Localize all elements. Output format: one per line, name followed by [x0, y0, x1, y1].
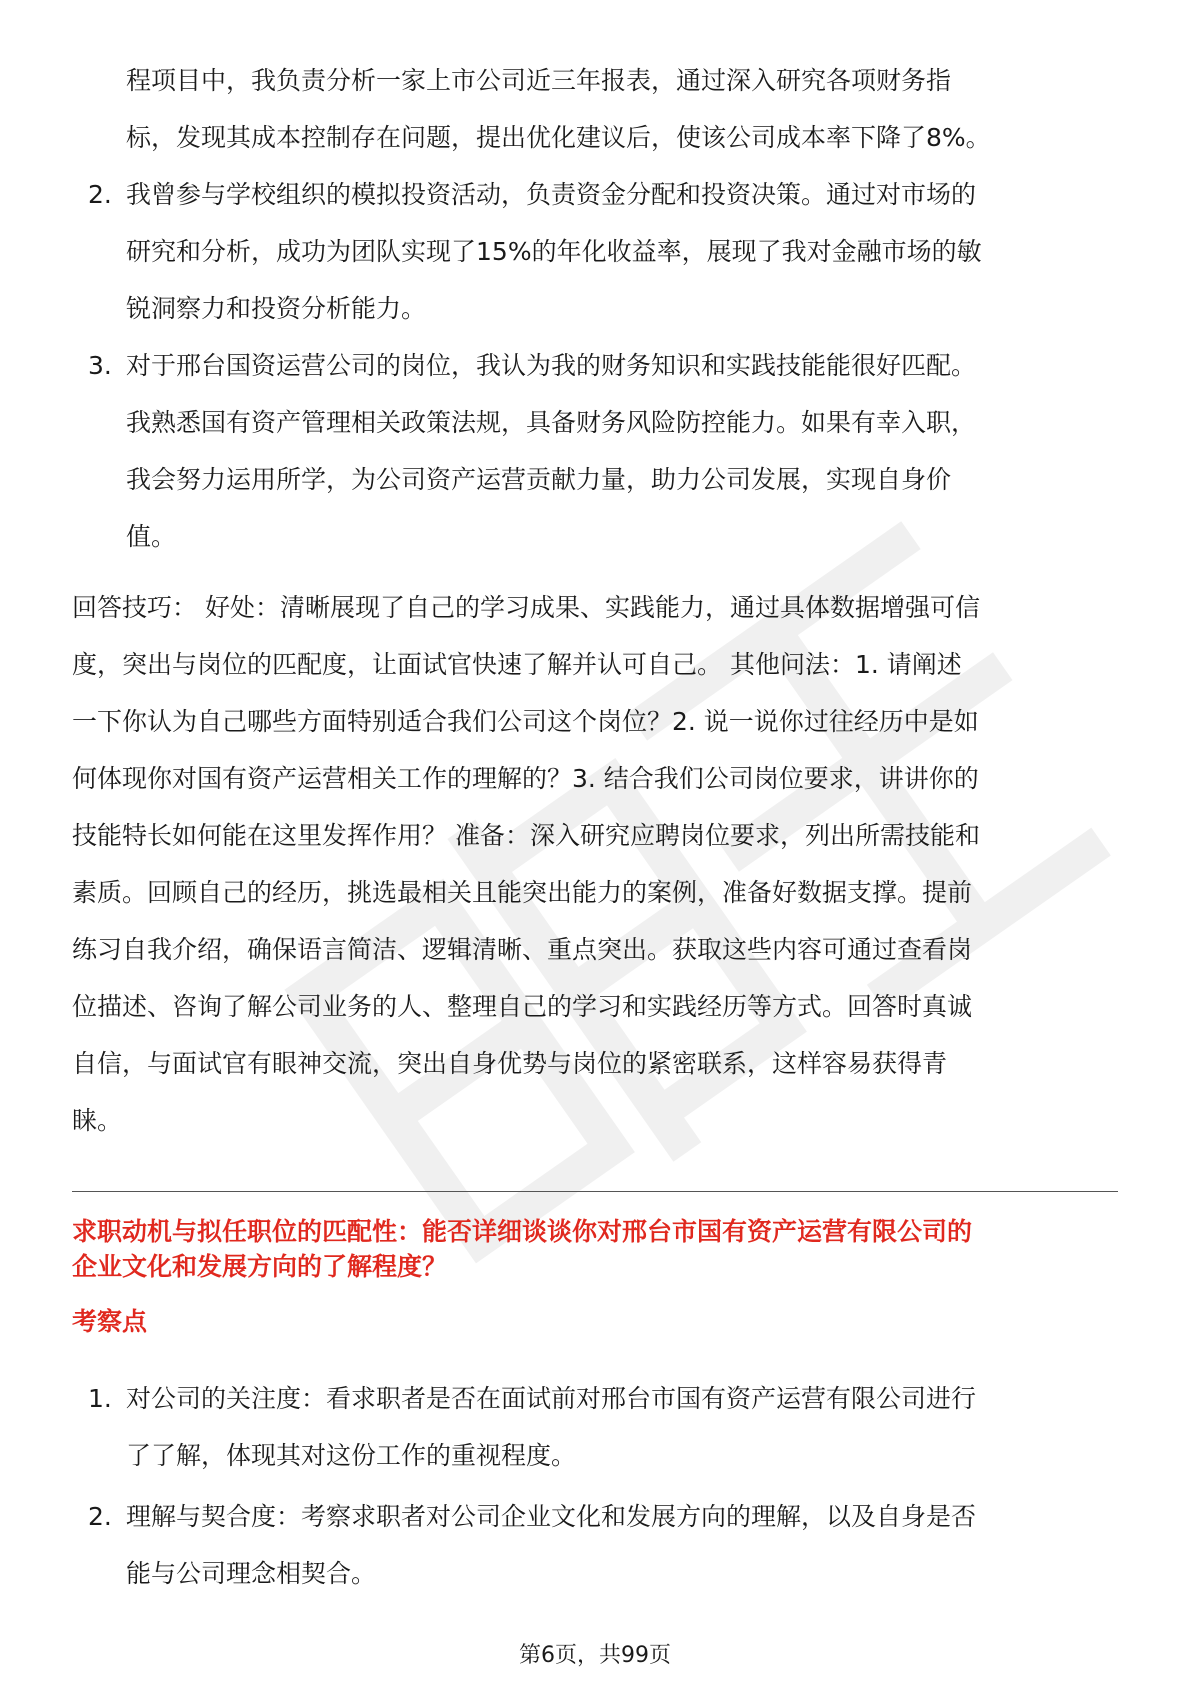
- text-line: 回答技巧： 好处：清晰展现了自己的学习成果、实践能力，通过具体数据增强可信: [72, 593, 980, 622]
- text-line: 理解与契合度：考察求职者对公司企业文化和发展方向的理解，以及自身是否: [126, 1502, 977, 1531]
- question-heading: [72, 1214, 1118, 1284]
- text-line: 技能特长如何能在这里发挥作用？ 准备：深入研究应聘岗位要求，列出所需技能和: [72, 821, 980, 850]
- list-item: [72, 166, 1118, 337]
- top-numbered-list: [72, 52, 1118, 565]
- section-divider: [72, 1191, 1118, 1192]
- text-line: 练习自我介绍，确保语言简洁、逻辑清晰、重点突出。获取这些内容可通过查看岗: [72, 935, 973, 964]
- text-line: 能与公司理念相契合。: [126, 1559, 377, 1588]
- text-line: 求职动机与拟任职位的匹配性：能否详细谈谈你对邢台市国有资产运营有限公司的: [72, 1217, 973, 1246]
- list-number: 3.: [88, 351, 112, 380]
- answer-tips-paragraph: [72, 579, 1118, 1149]
- text-line: 自信，与面试官有眼神交流，突出自身优势与岗位的紧密联系，这样容易获得青: [72, 1049, 948, 1078]
- text-line: 程项目中，我负责分析一家上市公司近三年报表，通过深入研究各项财务指: [126, 66, 952, 95]
- text-line: 一下你认为自己哪些方面特别适合我们公司这个岗位？2. 说一说你过往经历中是如: [72, 707, 979, 736]
- list-number: 2.: [88, 1502, 112, 1531]
- list-item: [72, 1370, 1118, 1484]
- text-line: 我会努力运用所学，为公司资产运营贡献力量，助力公司发展，实现自身价: [126, 465, 952, 494]
- text-line: 研究和分析，成功为团队实现了15%的年化收益率，展现了我对金融市场的敏: [126, 237, 982, 266]
- list-number: 2.: [88, 180, 112, 209]
- text-line: 了了解，体现其对这份工作的重视程度。: [126, 1441, 577, 1470]
- focus-heading: 考察点: [72, 1307, 148, 1336]
- text-line: 素质。回顾自己的经历，挑选最相关且能突出能力的案例，准备好数据支撑。提前: [72, 878, 973, 907]
- text-line: 锐洞察力和投资分析能力。: [126, 294, 427, 323]
- focus-list: [72, 1370, 1118, 1602]
- list-item: [72, 337, 1118, 565]
- text-line: 我曾参与学校组织的模拟投资活动，负责资金分配和投资决策。通过对市场的: [126, 180, 977, 209]
- list-number: 1.: [88, 1384, 112, 1413]
- text-line: 企业文化和发展方向的了解程度？: [72, 1252, 448, 1281]
- page-footer: 第6页，共99页: [519, 1643, 671, 1668]
- list-item-continuation: [72, 52, 1118, 166]
- text-line: 睐。: [72, 1106, 123, 1135]
- text-line: 位描述、咨询了解公司业务的人、整理自己的学习和实践经历等方式。回答时真诚: [72, 992, 973, 1021]
- text-line: 对公司的关注度：看求职者是否在面试前对邢台市国有资产运营有限公司进行: [126, 1384, 977, 1413]
- text-line: 值。: [126, 522, 177, 551]
- text-line: 何体现你对国有资产运营相关工作的理解的？3. 结合我们公司岗位要求，讲讲你的: [72, 764, 979, 793]
- text-line: 对于邢台国资运营公司的岗位，我认为我的财务知识和实践技能能很好匹配。: [126, 351, 977, 380]
- text-line: 度，突出与岗位的匹配度，让面试官快速了解并认可自己。 其他问法：1. 请阐述: [72, 650, 962, 679]
- content-area: [72, 52, 1118, 1602]
- text-line: 我熟悉国有资产管理相关政策法规，具备财务风险防控能力。如果有幸入职，: [126, 408, 977, 437]
- text-line: 标，发现其成本控制存在问题，提出优化建议后，使该公司成本率下降了8%。: [126, 123, 991, 152]
- list-item: [72, 1488, 1118, 1602]
